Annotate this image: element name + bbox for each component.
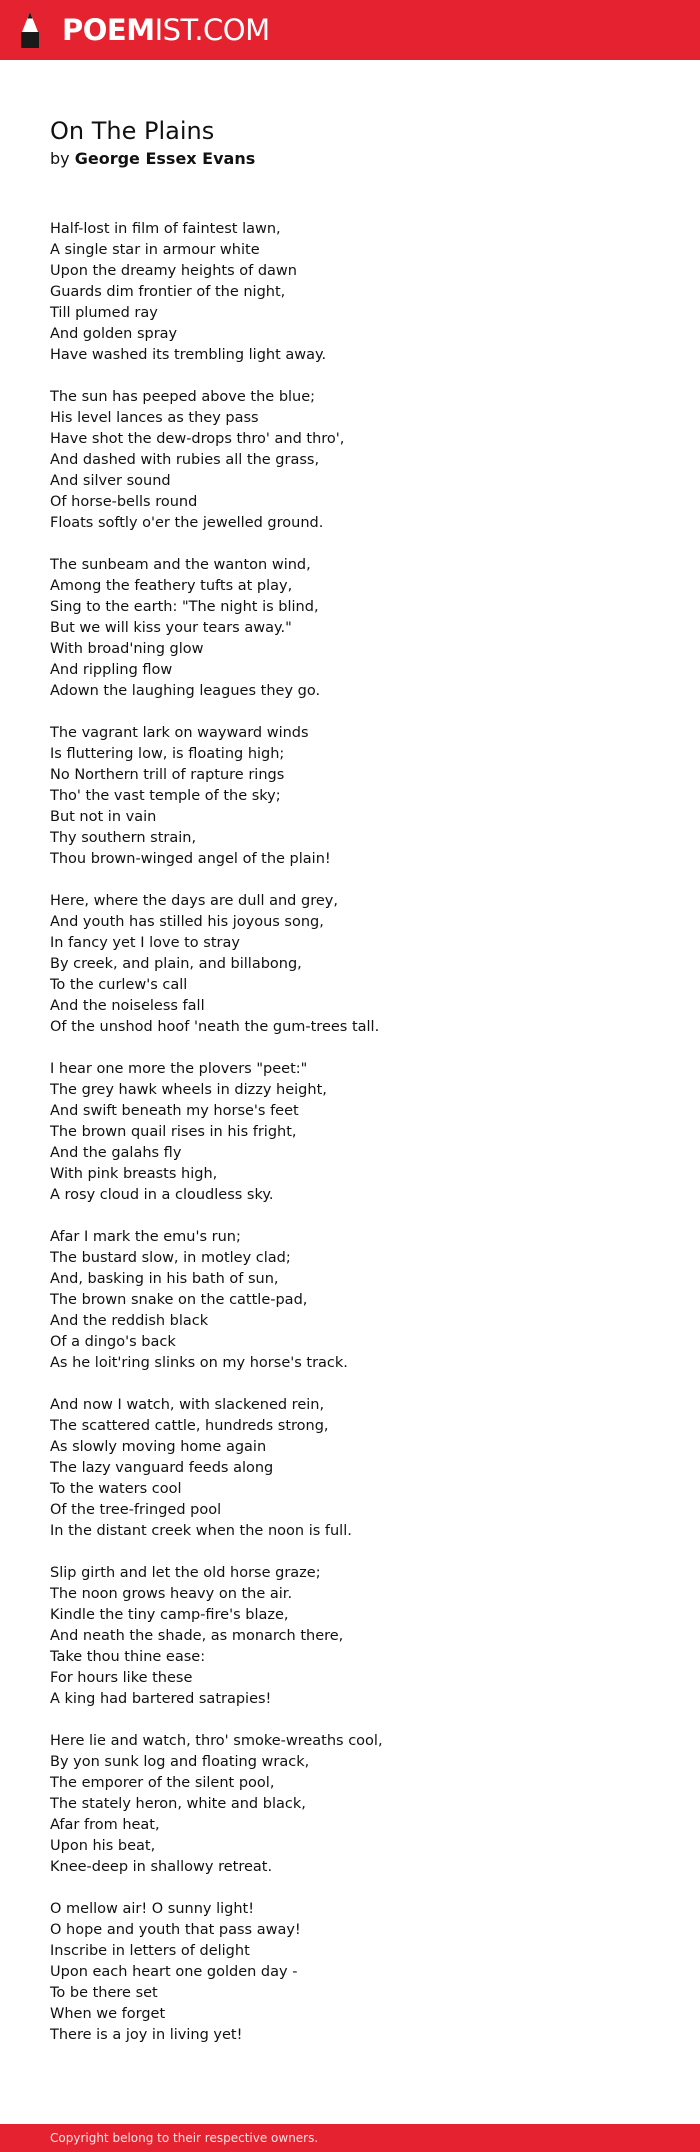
poem-line: Take thou thine ease: [50,1649,206,1665]
poem-line: The emporer of the silent pool, [50,1775,275,1791]
poem-line: And the reddish black [50,1313,209,1329]
poem-line: Afar I mark the emu's run; [50,1229,241,1245]
poem-line: And dashed with rubies all the grass, [50,452,320,468]
poem-line: Thou brown-winged angel of the plain! [50,851,331,867]
poem-line: And, basking in his bath of sun, [50,1271,279,1287]
poem-byline [50,148,255,170]
poem-line: Till plumed ray [50,305,158,321]
site-logo[interactable] [62,10,270,50]
poem-line: And the galahs fly [50,1145,182,1161]
pencil-logo-icon[interactable] [18,10,42,50]
poem-line: O hope and youth that pass away! [50,1922,301,1938]
poem-line: The bustard slow, in motley clad; [50,1250,291,1266]
logo-bold-part: POEM [62,13,155,47]
poem-body [50,219,670,2067]
poem-line: And youth has stilled his joyous song, [50,914,324,930]
site-header [0,0,700,60]
by-prefix: by [50,149,70,168]
poem-line: The lazy vanguard feeds along [50,1460,274,1476]
poem-line: The stately heron, white and black, [50,1796,306,1812]
poem-line: Guards dim frontier of the night, [50,284,286,300]
copyright-notice: Copyright belong to their respective owners. [50,2131,319,2145]
poem-line: Kindle the tiny camp-fire's blaze, [50,1607,289,1623]
poem-line: Of the unshod hoof 'neath the gum-trees tall. [50,1019,380,1035]
poem-line: To be there set [50,1985,158,2001]
poem-stanza [50,891,670,1038]
poem-line: And the noiseless fall [50,998,205,1014]
poem-stanza [50,1395,670,1542]
poem-line: By yon sunk log and floating wrack, [50,1754,310,1770]
poem-line: And rippling flow [50,662,173,678]
poem-line: Upon his beat, [50,1838,156,1854]
poem-line: Here lie and watch, thro' smoke-wreaths cool, [50,1733,383,1749]
poem-line: Inscribe in letters of delight [50,1943,250,1959]
poem-line: Adown the laughing leagues they go. [50,683,321,699]
poem-line: Floats softly o'er the jewelled ground. [50,515,324,531]
poem-stanza [50,1059,670,1206]
poem-line: Sing to the earth: "The night is blind, [50,599,319,615]
poem-line: Is fluttering low, is floating high; [50,746,285,762]
poem-line: The noon grows heavy on the air. [50,1586,293,1602]
poem-line: And swift beneath my horse's feet [50,1103,299,1119]
poem-line: The sunbeam and the wanton wind, [50,557,311,573]
poem-line: His level lances as they pass [50,410,259,426]
poem-line: The sun has peeped above the blue; [50,389,316,405]
poem-stanza [50,1227,670,1374]
poem-line: The vagrant lark on wayward winds [50,725,309,741]
poem-stanza [50,555,670,702]
author-name: George Essex Evans [74,149,256,168]
poem-line: But not in vain [50,809,157,825]
logo-light-part: IST.COM [154,13,270,47]
poem-stanza [50,723,670,870]
poem-line: And silver sound [50,473,171,489]
poem-line: But we will kiss your tears away." [50,620,292,636]
poem-stanza [50,1899,670,2046]
poem-line: To the curlew's call [50,977,188,993]
poem-line: I hear one more the plovers "peet:" [50,1061,308,1077]
poem-line: Of the tree-fringed pool [50,1502,222,1518]
poem-line: O mellow air! O sunny light! [50,1901,255,1917]
poem-stanza [50,387,670,534]
poem-line: Among the feathery tufts at play, [50,578,293,594]
poem-line: A single star in armour white [50,242,260,258]
poem-stanza [50,219,670,366]
poem-line: Knee-deep in shallowy retreat. [50,1859,273,1875]
poem-line: As slowly moving home again [50,1439,267,1455]
poem-line: For hours like these [50,1670,193,1686]
poem-stanza [50,1563,670,1710]
poem-line: Have shot the dew-drops thro' and thro', [50,431,345,447]
poem-line: The grey hawk wheels in dizzy height, [50,1082,327,1098]
poem-line: The brown snake on the cattle-pad, [50,1292,308,1308]
poem-line: Thy southern strain, [50,830,197,846]
poem-line: By creek, and plain, and billabong, [50,956,302,972]
poem-line: Of horse-bells round [50,494,198,510]
poem-line: In fancy yet I love to stray [50,935,240,951]
poem-line: To the waters cool [50,1481,182,1497]
poem-line: The scattered cattle, hundreds strong, [50,1418,329,1434]
poem-line: Slip girth and let the old horse graze; [50,1565,321,1581]
site-footer [0,2124,700,2152]
poem-line: There is a joy in living yet! [50,2027,243,2043]
poem-line: When we forget [50,2006,166,2022]
poem-line: And neath the shade, as monarch there, [50,1628,344,1644]
poem-line: Have washed its trembling light away. [50,347,327,363]
poem-line: Tho' the vast temple of the sky; [50,788,281,804]
poem-line: A rosy cloud in a cloudless sky. [50,1187,274,1203]
poem-line: Afar from heat, [50,1817,160,1833]
poem-line: With broad'ning glow [50,641,204,657]
poem-line: No Northern trill of rapture rings [50,767,285,783]
poem-line: With pink breasts high, [50,1166,218,1182]
poem-line: Of a dingo's back [50,1334,176,1350]
poem-line: As he loit'ring slinks on my horse's track. [50,1355,348,1371]
poem-line: Half-lost in film of faintest lawn, [50,221,281,237]
poem-line: The brown quail rises in his fright, [50,1124,297,1140]
poem-title: On The Plains [50,117,215,145]
poem-line: Upon the dreamy heights of dawn [50,263,297,279]
poem-line: Upon each heart one golden day - [50,1964,298,1980]
poem-stanza [50,1731,670,1878]
poem-line: Here, where the days are dull and grey, [50,893,338,909]
poem-line: And golden spray [50,326,178,342]
poem-line: A king had bartered satrapies! [50,1691,272,1707]
poem-line: And now I watch, with slackened rein, [50,1397,325,1413]
poem-line: In the distant creek when the noon is full. [50,1523,352,1539]
